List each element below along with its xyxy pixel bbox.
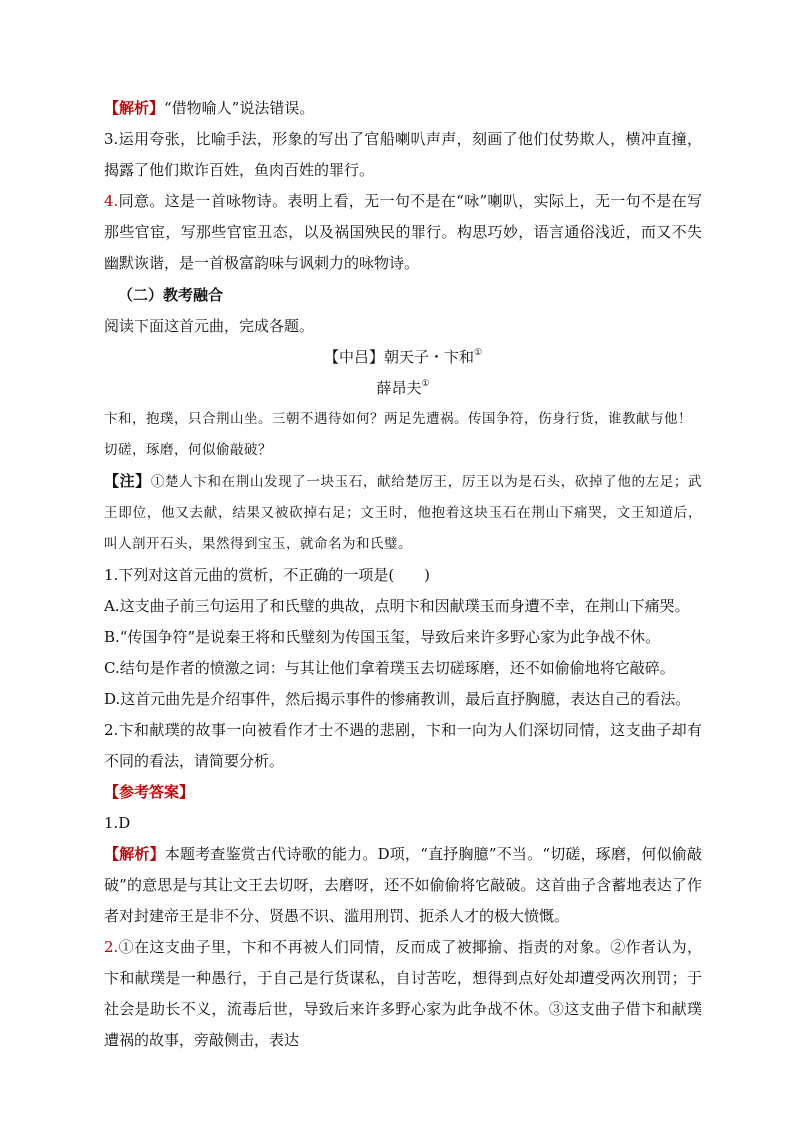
- note-label: 【注】: [104, 472, 151, 490]
- analysis-paragraph: [104, 93, 702, 124]
- poem-line-1: 卞和，抱璞，只合荆山坐。三朝不遇待如何？两足先遭祸。传国争符，伤身行货，谁教献与他！: [104, 411, 692, 427]
- answer-2-number: 2.: [104, 938, 119, 956]
- poem-title: 【中吕】朝天子・卞和①: [323, 348, 483, 366]
- section-heading: （二）教考融合: [118, 286, 224, 304]
- answer-1-analysis-text: 本题考查鉴赏古代诗歌的能力。D项，“直抒胸臆”不当。“切磋，琢磨，何似偷敲破”的意思是与其让文王去切呀，去磨呀，还不如偷偷将它敲破。这首曲子含蓄地表达了作者对封建帝王是非不分、贤愚不识、滥用刑罚、扼杀人才的极大愤慨。: [104, 845, 702, 925]
- analysis-text: “借物喻人”说法错误。: [164, 99, 315, 117]
- item4-number: 4.: [104, 192, 119, 210]
- answer-item-4: [104, 186, 702, 279]
- note-text: ①楚人卞和在荆山发现了一块玉石，献给楚厉王，厉王以为是石头，砍掉了他的左足；武王即位，他又去献，结果又被砍掉右足；文王时，他抱着这块玉石在荆山下痛哭，文王知道后，叫人剖开石头，果然得到宝玉，就命名为和氏璧。: [104, 474, 702, 552]
- analysis-label: 【解析】: [104, 99, 165, 117]
- poem-text: [104, 404, 702, 466]
- answer-2: [104, 932, 702, 1056]
- question-2: 2.卞和献璞的故事一向被看作才士不遇的悲剧，卞和一向为人们深切同情，这支曲子却有不同的看法，请简要分析。: [104, 721, 702, 770]
- question-1: 1.下列对这首元曲的赏析，不正确的一项是( ): [104, 566, 431, 584]
- answers-heading: 【参考答案】: [104, 783, 195, 801]
- option-b: B.“传国争符”是说秦王将和氏璧刻为传国玉玺，导致后来许多野心家为此争战不休。: [104, 628, 661, 646]
- answer-1-analysis: [104, 839, 702, 932]
- answer-item-3: 3.运用夸张，比喻手法，形象的写出了官船喇叭声声，刻画了他们仗势欺人，横冲直撞，揭露了他们欺诈百姓，鱼肉百姓的罪行。: [104, 130, 702, 179]
- answer-1: 1.D: [104, 814, 131, 832]
- answer-2-text: ①在这支曲子里，卞和不再被人们同情，反而成了被揶揄、指责的对象。②作者认为，卞和献璞是一种愚行，于自己是行货谋私，自讨苦吃，想得到点好处却遭受两次刑罚；于社会是助长不义，流毒后世，导致后来许多野心家为此争战不休。③这支曲子借卞和献璞遭祸的故事，旁敲侧击，表达: [104, 938, 702, 1049]
- option-c: C.结句是作者的愤激之词：与其让他们拿着璞玉去切磋琢磨，还不如偷偷地将它敲碎。: [104, 659, 675, 677]
- answer-1-analysis-label: 【解析】: [104, 845, 165, 863]
- option-a: A.这支曲子前三句运用了和氏璧的典故，点明卞和因献璞玉而身遭不幸，在荆山下痛哭。: [104, 597, 690, 615]
- poem-author: 薛昂夫①: [376, 379, 430, 397]
- poem-line-2: 切磋，琢磨，何似偷敲破？: [104, 442, 272, 458]
- section-intro: 阅读下面这首元曲，完成各题。: [104, 317, 315, 335]
- item4-text: 同意。这是一首咏物诗。表明上看，无一句不是在“咏”喇叭，实际上，无一句不是在写那些官宦，写那些官宦丑态，以及祸国殃民的罪行。构思巧妙，语言通俗浅近，而又不失幽默诙谐，是一首极富韵味与讽刺力的咏物诗。: [104, 192, 702, 272]
- poem-note: [104, 466, 702, 560]
- option-d: D.这首元曲先是介绍事件，然后揭示事件的惨痛教训，最后直抒胸臆，表达自己的看法。: [104, 690, 691, 708]
